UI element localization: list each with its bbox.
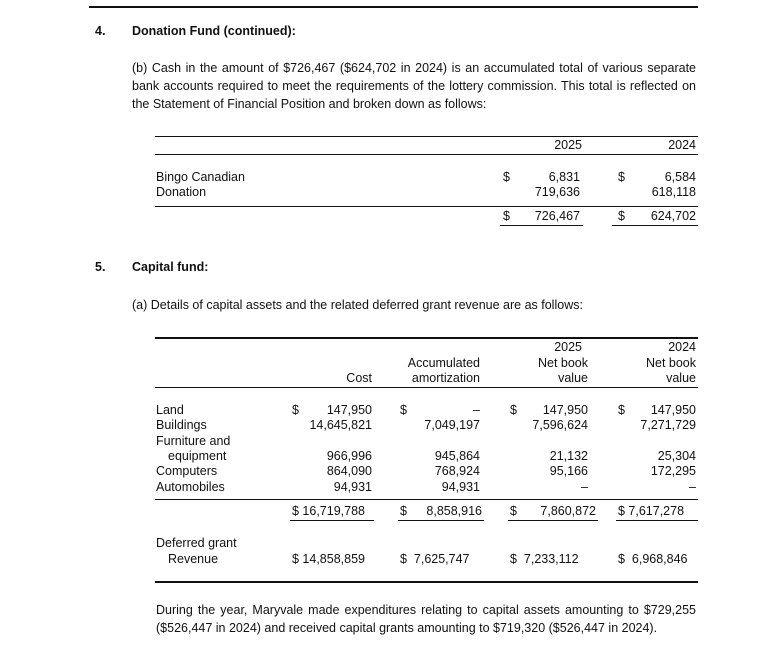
donation-total-underline-2025 bbox=[500, 225, 583, 226]
capital-header-nbv-2024: Net book bbox=[645, 356, 696, 370]
capital-row-nbv-2025: 21,132 bbox=[549, 449, 588, 463]
capital-header-2025: 2025 bbox=[554, 340, 582, 354]
donation-row-value-2025: 6,831 bbox=[548, 170, 580, 184]
donation-row-label: Donation bbox=[156, 185, 207, 199]
capital-header-nbv-2025: Net book bbox=[537, 356, 588, 370]
section-5-title: Capital fund: bbox=[132, 260, 209, 274]
deferred-label: Deferred grant bbox=[156, 536, 237, 550]
donation-total-rule bbox=[155, 206, 698, 207]
donation-header-rule bbox=[155, 154, 698, 155]
capital-row-nbv-2025: 95,166 bbox=[549, 464, 588, 478]
donation-row-currency-2: $ bbox=[618, 170, 625, 184]
capital-header-amortization: amortization bbox=[411, 371, 480, 385]
capital-header-value-2024: value bbox=[666, 371, 696, 385]
capital-row-label: Automobiles bbox=[156, 480, 225, 494]
capital-header-accumulated: Accumulated bbox=[407, 356, 480, 370]
capital-row-label: Land bbox=[156, 403, 184, 417]
capital-row-cost: 94,931 bbox=[333, 480, 372, 494]
deferred-cost: $ 14,858,859 bbox=[292, 552, 365, 566]
section-4-paragraph-b: (b) Cash in the amount of $726,467 ($624,702 in 2024) is an accumulated total of various separate bank accounts required to meet the requirements of the lottery commission. This total is reflected on the Statement of Financial Position and broken down as follows: bbox=[132, 61, 696, 111]
capital-row-label-cont: equipment bbox=[168, 449, 227, 463]
capital-row-nbv-2024: 7,271,729 bbox=[640, 418, 696, 432]
capital-row-label: Computers bbox=[156, 464, 218, 478]
capital-table-bottom-rule bbox=[155, 581, 698, 583]
section-4-title: Donation Fund (continued): bbox=[132, 24, 296, 38]
capital-header-rule bbox=[155, 387, 698, 388]
capital-row-accum: 94,931 bbox=[441, 480, 480, 494]
donation-col-2024: 2024 bbox=[668, 138, 696, 152]
donation-total-underline-2024 bbox=[612, 225, 698, 226]
deferred-accum: $ 7,625,747 bbox=[400, 552, 470, 566]
capital-row-nbv2025-currency: $ bbox=[510, 403, 517, 417]
capital-row-cost: 966,996 bbox=[326, 449, 372, 463]
section-5-closing-paragraph: During the year, Maryvale made expenditures relating to capital assets amounting to $729,255 ($526,447 in 2024) and received capital grants amounting to $719,320 ($526,447 in 2024). bbox=[156, 603, 696, 635]
capital-row-accum-currency: $ bbox=[400, 403, 407, 417]
capital-row-label: Furniture and bbox=[156, 434, 231, 448]
capital-row-nbv-2025: 7,596,624 bbox=[532, 418, 588, 432]
capital-total-nbv-2024: $ 7,617,278 bbox=[618, 504, 685, 518]
capital-table-top-rule bbox=[155, 337, 698, 339]
donation-col-2025: 2025 bbox=[554, 138, 582, 152]
capital-row-nbv2024-currency: $ bbox=[618, 403, 625, 417]
capital-row-nbv-2025: 147,950 bbox=[542, 403, 588, 417]
capital-row-label: Buildings bbox=[156, 418, 207, 432]
capital-total-nbv-2025: 7,860,872 bbox=[540, 504, 596, 518]
page-top-rule bbox=[89, 6, 698, 8]
capital-row-accum: 7,049,197 bbox=[424, 418, 480, 432]
capital-row-cost: 14,645,821 bbox=[309, 418, 372, 432]
deferred-label-cont: Revenue bbox=[168, 552, 219, 566]
deferred-nbv-2024: $ 6,968,846 bbox=[618, 552, 688, 566]
capital-row-accum: 768,924 bbox=[434, 464, 480, 478]
section-5-number: 5. bbox=[95, 260, 106, 274]
capital-total-accum: 8,858,916 bbox=[426, 504, 482, 518]
capital-total-underline-accum bbox=[398, 520, 484, 521]
capital-total-rule bbox=[155, 499, 698, 500]
donation-row-value-2024: 618,118 bbox=[651, 185, 696, 199]
capital-row-accum: 945,864 bbox=[434, 449, 480, 463]
capital-total-underline-nbv-2025 bbox=[508, 520, 598, 521]
donation-table-top-rule bbox=[155, 136, 698, 137]
section-5-paragraph-a: (a) Details of capital assets and the related deferred grant revenue are as follows: bbox=[132, 298, 583, 312]
capital-row-nbv-2024: 147,950 bbox=[650, 403, 696, 417]
donation-total-2025: 726,467 bbox=[534, 209, 580, 223]
capital-total-cost: $ 16,719,788 bbox=[292, 504, 365, 518]
donation-row-value-2025: 719,636 bbox=[534, 185, 580, 199]
donation-total-2024: 624,702 bbox=[650, 209, 696, 223]
donation-row-label: Bingo Canadian bbox=[156, 170, 245, 184]
donation-row-currency: $ bbox=[503, 170, 510, 184]
capital-header-value-2025: value bbox=[558, 371, 588, 385]
capital-total-accum-currency: $ bbox=[400, 504, 407, 518]
donation-total-currency: $ bbox=[503, 209, 510, 223]
capital-row-accum: – bbox=[473, 403, 480, 417]
capital-total-nbv2025-currency: $ bbox=[510, 504, 517, 518]
capital-header-2024: 2024 bbox=[668, 340, 696, 354]
donation-total-currency-2: $ bbox=[618, 209, 625, 223]
deferred-nbv-2025: $ 7,233,112 bbox=[510, 552, 579, 566]
capital-total-underline-nbv-2024 bbox=[616, 520, 698, 521]
capital-row-nbv-2025: – bbox=[581, 480, 588, 494]
capital-row-nbv-2024: 25,304 bbox=[657, 449, 696, 463]
capital-header-cost: Cost bbox=[346, 371, 372, 385]
donation-row-value-2024: 6,584 bbox=[664, 170, 696, 184]
capital-total-underline-cost bbox=[290, 520, 374, 521]
capital-row-cost: 147,950 bbox=[326, 403, 372, 417]
capital-row-cost-currency: $ bbox=[292, 403, 299, 417]
capital-row-cost: 864,090 bbox=[326, 464, 372, 478]
capital-row-nbv-2024: – bbox=[689, 480, 696, 494]
capital-row-nbv-2024: 172,295 bbox=[650, 464, 696, 478]
section-4-number: 4. bbox=[95, 24, 106, 38]
